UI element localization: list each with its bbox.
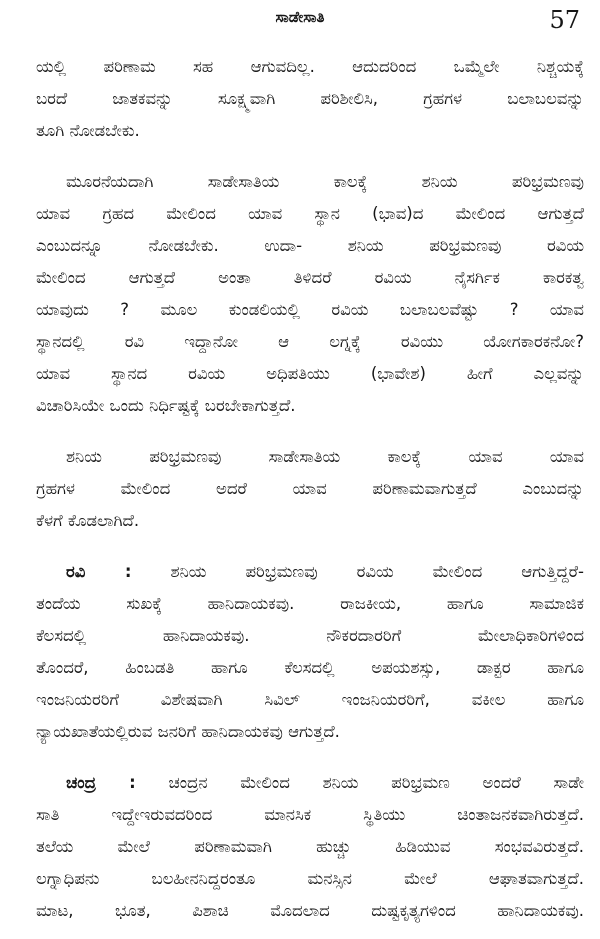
text-line-with-heading xyxy=(36,556,584,588)
text-line: ಬರದೆ ಜಾತಕವನ್ನು ಸೂಕ್ಷ್ಮವಾಗಿ ಪರಿಶೀಲಿಸಿ, ಗ್ರಹಗಳ ಬಲಾಬಲವನ್ನು xyxy=(36,89,584,108)
page-body xyxy=(36,51,584,927)
paragraph-1 xyxy=(36,51,584,147)
text-run: ಶನಿಯ ಪರಿಭ್ರಮಣವು ರವಿಯ ಮೇಲಿಂದ ಆಗುತ್ತಿದ್ದರೆ- xyxy=(170,562,584,581)
text-line: ಸ್ಥಾನದಲ್ಲಿ ರವಿ ಇದ್ದಾನೋ ಆ ಲಗ್ನಕ್ಕೆ ರವಿಯು ಯೋಗಕಾರಕನೋ? xyxy=(36,332,584,351)
paragraph-2 xyxy=(36,166,584,422)
text-line: ಕೆಲಸದಲ್ಲಿ ಹಾನಿದಾಯಕವು. ನೌಕರದಾರರಿಗೆ ಮೇಲಾಧಿಕಾರಿಗಳಿಂದ xyxy=(36,626,584,645)
running-title: ಸಾಡೇಸಾತಿ xyxy=(275,8,325,26)
section-heading-ravi: ರವಿ : xyxy=(66,562,132,581)
paragraph-chandra xyxy=(36,767,584,927)
text-line: ಮೇಲಿಂದ ಆಗುತ್ತದೆ ಅಂತಾ ತಿಳಿದರೆ ರವಿಯ ನೈಸರ್ಗಿಕ ಕಾರಕತ್ವ xyxy=(36,268,584,287)
text-line: ಶನಿಯ ಪರಿಭ್ರಮಣವು ಸಾಡೇಸಾತಿಯ ಕಾಲಕ್ಕೆ ಯಾವ ಯಾವ xyxy=(66,447,584,466)
text-line: ಸಾತಿ ಇದ್ದೇಇರುವದರಿಂದ ಮಾನಸಿಕ ಸ್ಥಿತಿಯು ಚಿಂತಾಜನಕವಾಗಿರುತ್ತದೆ. xyxy=(36,805,584,824)
text-line: ನ್ಯಾಯಖಾತೆಯಲ್ಲಿರುವ ಜನರಿಗೆ ಹಾನಿದಾಯಕವು ಆಗುತ್ತದೆ. xyxy=(36,722,340,741)
text-line: ತೊಂದರೆ, ಹಿಂಬಡತಿ ಹಾಗೂ ಕೆಲಸದಲ್ಲಿ ಅಪಯಶಸ್ಸು, ಡಾಕ್ಟರ ಹಾಗೂ xyxy=(36,658,584,677)
text-line: ಕೆಳಗೆ ಕೊಡಲಾಗಿದೆ. xyxy=(36,511,140,530)
page-number: 57 xyxy=(549,6,580,34)
text-line: ತಲೆಯ ಮೇಲೆ ಪರಿಣಾಮವಾಗಿ ಹುಚ್ಚು ಹಿಡಿಯುವ ಸಂಭವವಿರುತ್ತದೆ. xyxy=(36,837,584,856)
text-line: ಯಾವ ಸ್ಥಾನದ ರವಿಯ ಅಧಿಪತಿಯು (ಭಾವೇಶ) ಹೀಗೆ ಎಲ್ಲವನ್ನು xyxy=(36,364,584,383)
text-line-with-heading xyxy=(36,767,584,799)
text-line: ಎಂಬುದನ್ನೂ ನೋಡಬೇಕು. ಉದಾ- ಶನಿಯ ಪರಿಭ್ರಮಣವು ರವಿಯ xyxy=(36,236,584,255)
text-line: ಯಾವ ಗ್ರಹದ ಮೇಲಿಂದ ಯಾವ ಸ್ಥಾನ (ಭಾವ)ದ ಮೇಲಿಂದ ಆಗುತ್ತದೆ xyxy=(36,204,584,223)
text-line: ಲಗ್ನಾಧಿಪನು ಬಲಹೀನನಿದ್ದರಂತೂ ಮನಸ್ಸಿನ ಮೇಲೆ ಆಘಾತವಾಗುತ್ತದೆ. xyxy=(36,869,584,888)
text-line: ಮಾಟ, ಭೂತ, ಪಿಶಾಚಿ ಮೊದಲಾದ ದುಷ್ಟಕೃತ್ಯಗಳಿಂದ ಹಾನಿದಾಯಕವು. xyxy=(36,901,584,920)
paragraph-ravi xyxy=(36,556,584,748)
text-line: ವಿಚಾರಿಸಿಯೇ ಒಂದು ನಿರ್ಧಿಷ್ಟಕ್ಕೆ ಬರಬೇಕಾಗುತ್ತದೆ. xyxy=(36,396,296,415)
text-line: ಯಾವುದು ? ಮೂಲ ಕುಂಡಲಿಯಲ್ಲಿ ರವಿಯ ಬಲಾಬಲವೆಷ್ಟು ? ಯಾವ xyxy=(36,300,584,319)
text-line: ತಂದೆಯ ಸುಖಕ್ಕೆ ಹಾನಿದಾಯಕವು. ರಾಜಕೀಯ, ಹಾಗೂ ಸಾಮಾಜಿಕ xyxy=(36,594,584,613)
text-line: ಗ್ರಹಗಳ ಮೇಲಿಂದ ಅದರೆ ಯಾವ ಪರಿಣಾಮವಾಗುತ್ತದೆ ಎಂಬುದನ್ನು xyxy=(36,479,584,498)
text-line: ಇಂಜನಿಯರರಿಗೆ ವಿಶೇಷವಾಗಿ ಸಿವಿಲ್ ಇಂಜನಿಯರರಿಗೆ, ವಕೀಲ ಹಾಗೂ xyxy=(36,690,584,709)
paragraph-3 xyxy=(36,441,584,537)
text-line: ತೂಗಿ ನೋಡಬೇಕು. xyxy=(36,121,140,140)
text-line: ಯಲ್ಲಿ ಪರಿಣಾಮ ಸಹ ಆಗುವದಿಲ್ಲ. ಆದುದರಿಂದ ಒಮ್ಮೆಲೇ ನಿಶ್ಚಯಕ್ಕೆ xyxy=(36,57,584,76)
text-line: ಮೂರನೆಯದಾಗಿ ಸಾಡೇಸಾತಿಯ ಕಾಲಕ್ಕೆ ಶನಿಯ ಪರಿಭ್ರಮಣವು xyxy=(66,172,584,191)
section-heading-chandra: ಚಂದ್ರ : xyxy=(66,773,136,792)
text-run: ಚಂದ್ರನ ಮೇಲಿಂದ ಶನಿಯ ಪರಿಭ್ರಮಣ ಅಂದರೆ ಸಾಡೇ xyxy=(168,773,584,792)
page-header xyxy=(0,0,600,38)
